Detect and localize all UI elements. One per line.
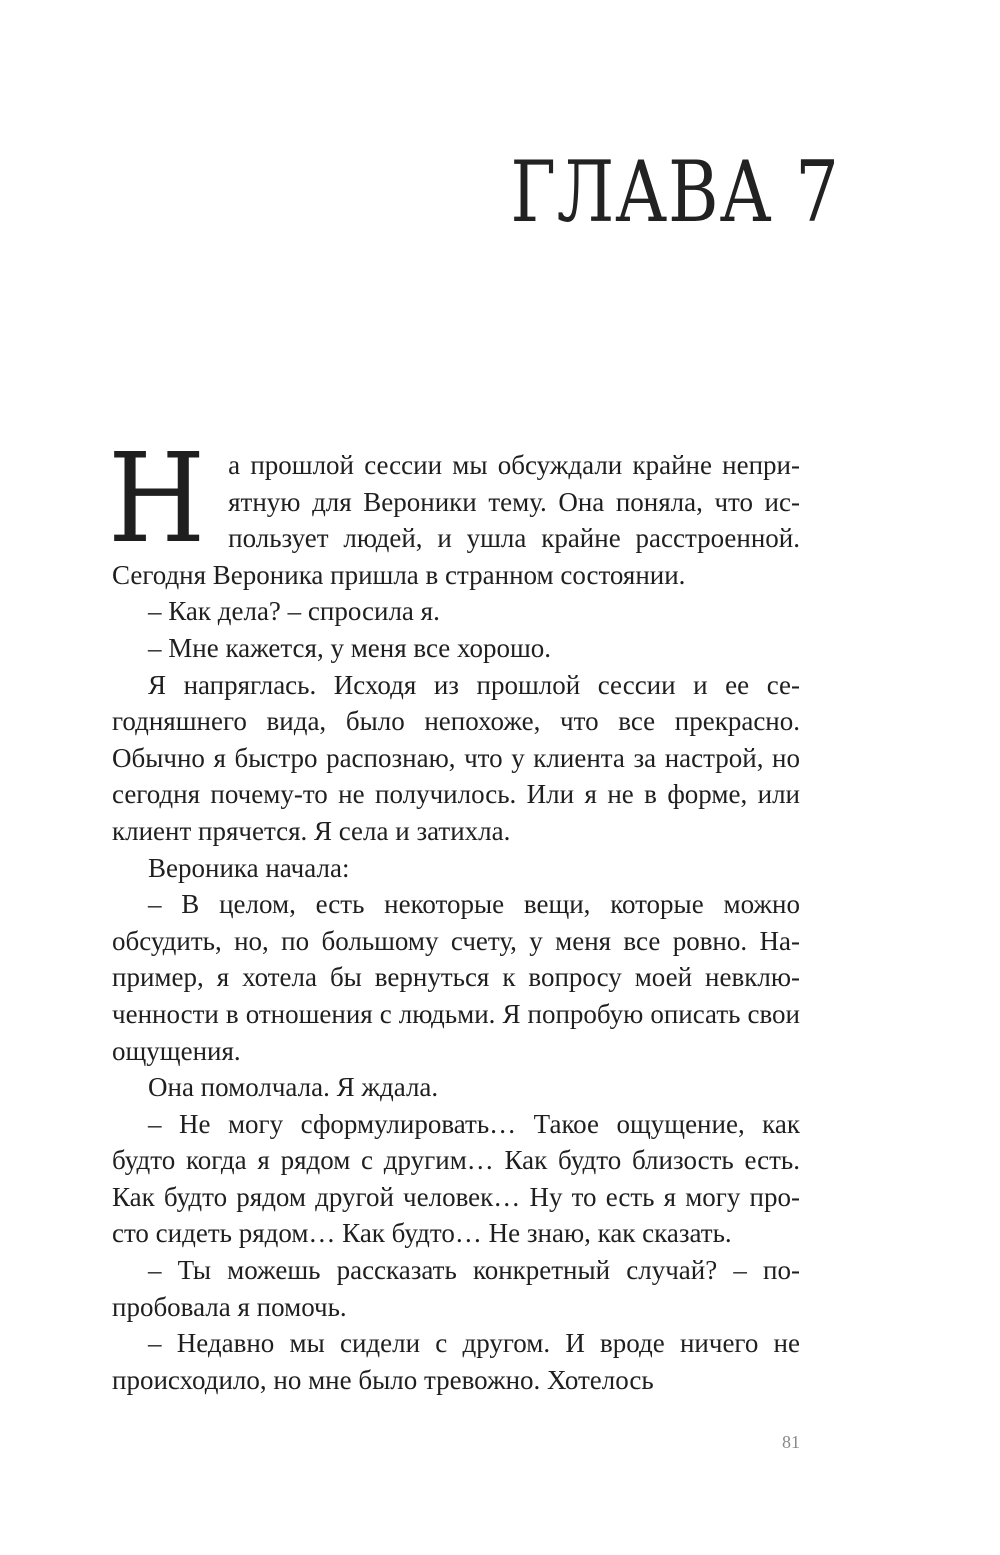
drop-cap: Н	[108, 427, 206, 571]
chapter-title: ГЛАВА 7	[510, 143, 840, 241]
paragraph-1-text: а прошлой сессии мы обсуждали крайне неприятную для Вероники тему. Она поняла, что использует людей, и ушла крайне расстроенной. Сегодня Вероника пришла в странном состоянии.	[112, 450, 800, 590]
paragraph-5: Вероника начала:	[148, 852, 350, 883]
paragraph-4: Я напряглась. Исходя из прошлой сессии и ее сегодняшнего вида, было непохоже, что все прекрасно. Обычно я быстро распознаю, что у клиента за настрой, но сегодня почему-то не получилось. Или я не в форме, или клиент прячется. Я села и затихла.	[112, 669, 800, 846]
paragraph-1	[108, 427, 800, 593]
page-number: 81	[782, 1432, 800, 1452]
paragraph-8: – Не могу сформулировать… Такое ощущение, как будто когда я рядом с другим… Как будто близость есть. Как будто рядом другой человек… Ну то есть я могу просто сидеть рядом… Как будто… Не знаю, как сказать.	[112, 1108, 800, 1249]
paragraph-7: Она помолчала. Я ждала.	[148, 1072, 439, 1103]
paragraph-2: – Как дела? – спросила я.	[148, 596, 440, 627]
paragraph-3: – Мне кажется, у меня все хорошо.	[148, 632, 552, 663]
body-text	[108, 427, 800, 1398]
paragraph-10: – Недавно мы сидели с другом. И вроде ничего не происходило, но мне было тревожно. Хотелось	[112, 1328, 800, 1395]
paragraph-6: – В целом, есть некоторые вещи, которые можно обсудить, но, по большому счету, у меня все ровно. Например, я хотела бы вернуться к вопросу моей невключенности в отношения с людьми. Я попробую описать свои ощущения.	[112, 889, 800, 1066]
paragraph-9: – Ты можешь рассказать конкретный случай? – попробовала я помочь.	[112, 1255, 800, 1322]
